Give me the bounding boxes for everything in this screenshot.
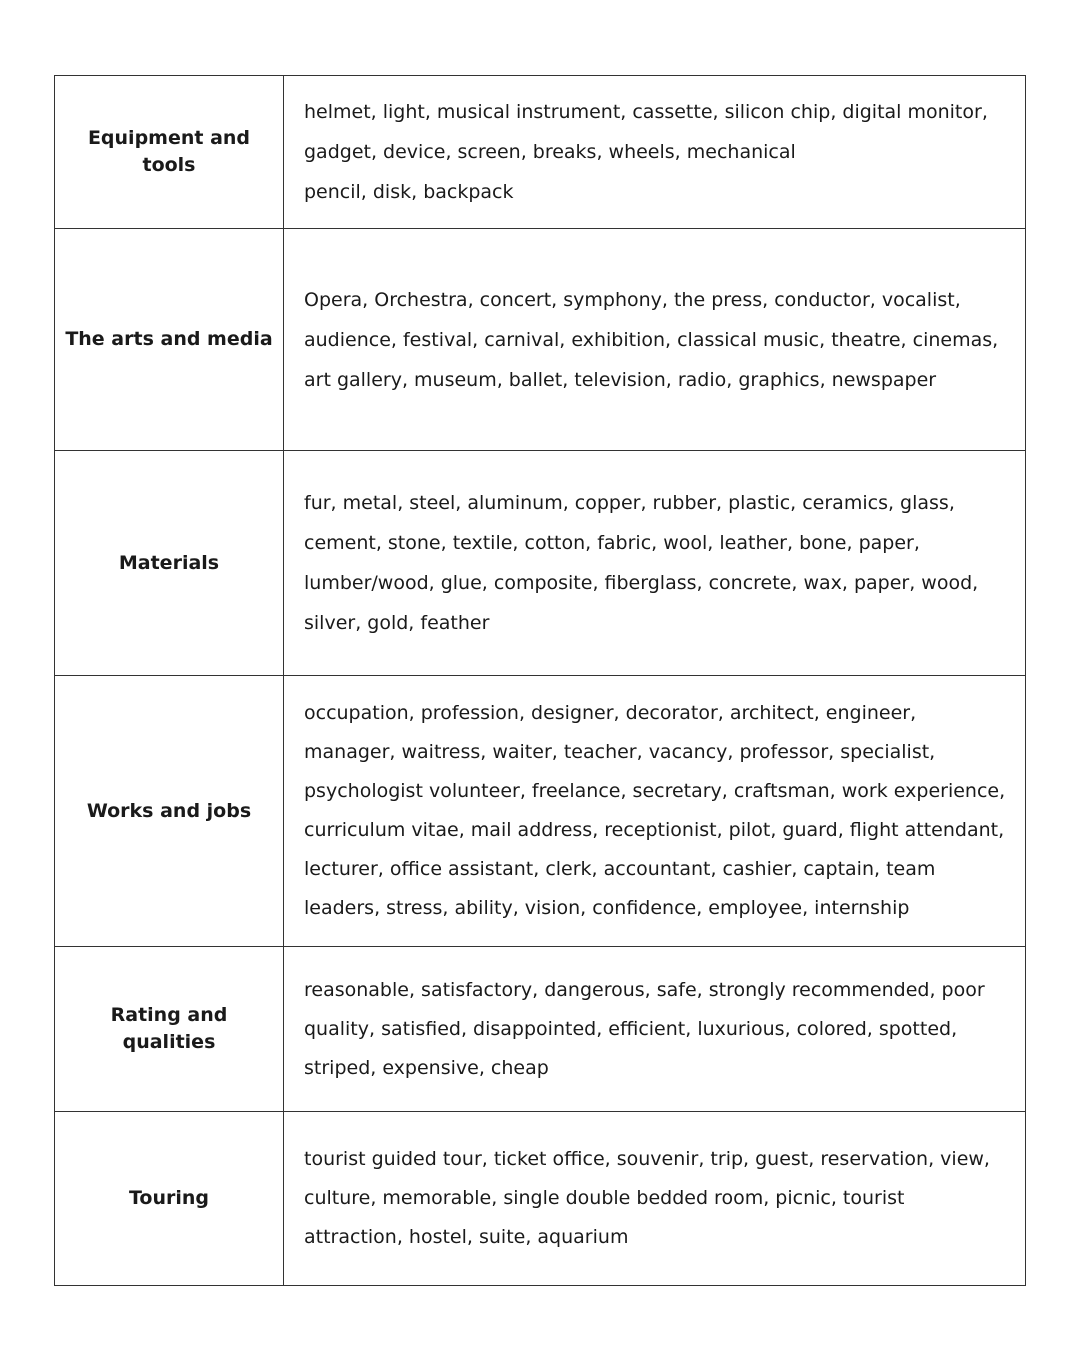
category-cell xyxy=(55,451,284,676)
category-label: The arts and media xyxy=(65,328,273,350)
category-cell xyxy=(55,76,284,229)
vocabulary-table xyxy=(54,75,1026,1286)
words-cell: fur, metal, steel, aluminum, copper, rubber, plastic, ceramics, glass, cement, stone, textile, cotton, fabric, wool, leather, bone, paper, lumber/wood, glue, composite, fiberglass, concrete, wax, paper, wood, silver, gold, feather xyxy=(284,451,1026,676)
category-label: Touring xyxy=(128,1187,210,1209)
category-cell xyxy=(55,1112,284,1286)
table-row xyxy=(55,451,1026,676)
category-cell xyxy=(55,229,284,451)
words-cell: reasonable, satisfactory, dangerous, safe, strongly recommended, poor quality, satisfied, disappointed, efficient, luxurious, colored, spotted, striped, expensive, cheap xyxy=(284,947,1026,1112)
category-cell xyxy=(55,676,284,947)
table-row xyxy=(55,676,1026,947)
table-row xyxy=(55,229,1026,451)
words-cell: Opera, Orchestra, concert, symphony, the press, conductor, vocalist, audience, festival, carnival, exhibition, classical music, theatre, cinemas, art gallery, museum, ballet, television, radio, graphics, newspaper xyxy=(284,229,1026,451)
words-cell: tourist guided tour, ticket office, souvenir, trip, guest, reservation, view, culture, memorable, single double bedded room, picnic, tourist attraction, hostel, suite, aquarium xyxy=(284,1112,1026,1286)
category-label: Materials xyxy=(118,551,220,574)
table-row xyxy=(55,76,1026,229)
words-cell: occupation, profession, designer, decorator, architect, engineer, manager, waitress, waiter, teacher, vacancy, professor, specialist, psychologist volunteer, freelance, secretary, craftsman, work experience, curriculum vitae, mail address, receptionist, pilot, guard, flight attendant, lecturer, office assistant, clerk, accountant, cashier, captain, team leaders, stress, ability, vision, confidence, employee, internship xyxy=(284,676,1026,947)
category-label: Equipment and tools xyxy=(87,127,251,176)
category-label: Works and jobs xyxy=(86,799,252,822)
category-cell xyxy=(55,947,284,1112)
table-row xyxy=(55,947,1026,1112)
words-cell: helmet, light, musical instrument, cassette, silicon chip, digital monitor, gadget, device, screen, breaks, wheels, mechanical pencil, disk, backpack xyxy=(284,76,1026,229)
category-label: Rating and qualities xyxy=(110,1004,228,1053)
table-row xyxy=(55,1112,1026,1286)
